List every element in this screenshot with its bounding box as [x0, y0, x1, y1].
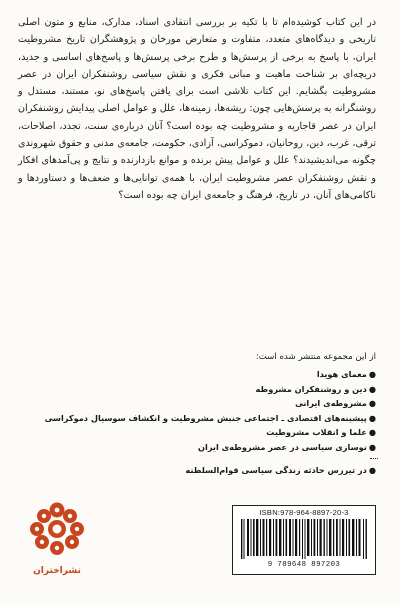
series-item: ●در تیررس حادثه زندگی سیاسی قوام‌السلطنه	[185, 464, 376, 475]
publisher-logo-icon	[28, 500, 86, 572]
series-list	[44, 367, 376, 477]
barcode	[232, 505, 376, 575]
back-cover-blurb: در این کتاب کوشیده‌ام تا با تکیه بر بررسی انتقادی اسناد، مدارک، منابع و متون اصلی تاریخی و دیدگاه‌های متعدد، متفاوت و متعارض مورخان و پژوهشگران تاریخ مشروطیت ایران، با پاسخ به برخی از پرسش‌ها و طرح برخی پرسش‌ها و پاسخ‌های اساسی و جدید، دریچه‌ای بر شناخت ماهیت و مبانی فکری و نقش سیاسی روشنفکران ایران در عصر مشروطیت بگشایم. این کتاب تلاشی است برای یافتن پاسخ‌های نو، مستند، مستدل و روشنگرانه به پرسش‌هایی چون: ریشه‌ها، زمینه‌ها، علل و عوامل اصلی پیدایش روشنفکران ایران در عصر قاجاریه و مشروطیت چه بوده است؟ آنان درباره‌ی سنت، تجدد، اصلاحات، ترقی، غرب، دین، روحانیان، دموکراسی، آزادی، حکومت، جامعه‌ی مدنی و حقوق شهروندی چگونه می‌اندیشیدند؟ علل و عوامل پیش برنده و موانع بازدارنده و نتایج و پی‌آمدهای افکار و نقش روشنفکران عصر مشروطیت ایران، با همه‌ی توانایی‌ها و ضعف‌ها و دستاوردها و ناکامی‌های آنان، در تاریخ، فرهنگ و جامعه‌ی ایران چه بوده است؟	[18, 17, 376, 201]
series-heading: از این مجموعه منتشر شده است:	[255, 352, 376, 362]
publisher-name: نشراختران	[33, 566, 81, 576]
barcode-bars-icon	[239, 519, 369, 559]
series-item: ●پیشینه‌های اقتصادی ـ اجتماعی جنبش مشروطیت و انکشاف سوسیال دموکراسی	[44, 412, 376, 423]
series-item: ●دین و روشنفکران مشروطه	[255, 383, 376, 394]
series-item: ●علما و انقلاب مشروطیت	[266, 427, 376, 438]
isbn-text: ISBN:978-964-8897-20-3	[259, 508, 349, 517]
series-item: ●معمای هویدا	[316, 369, 376, 379]
ellipsis-divider	[370, 458, 378, 463]
series-item: ●مشروطه‌ی ایرانی	[295, 398, 376, 409]
barcode-digits: 9 789648 897203	[267, 561, 341, 569]
series-item: ●نوسازی سیاسی در عصر مشروطه‌ی ایران	[198, 441, 376, 452]
